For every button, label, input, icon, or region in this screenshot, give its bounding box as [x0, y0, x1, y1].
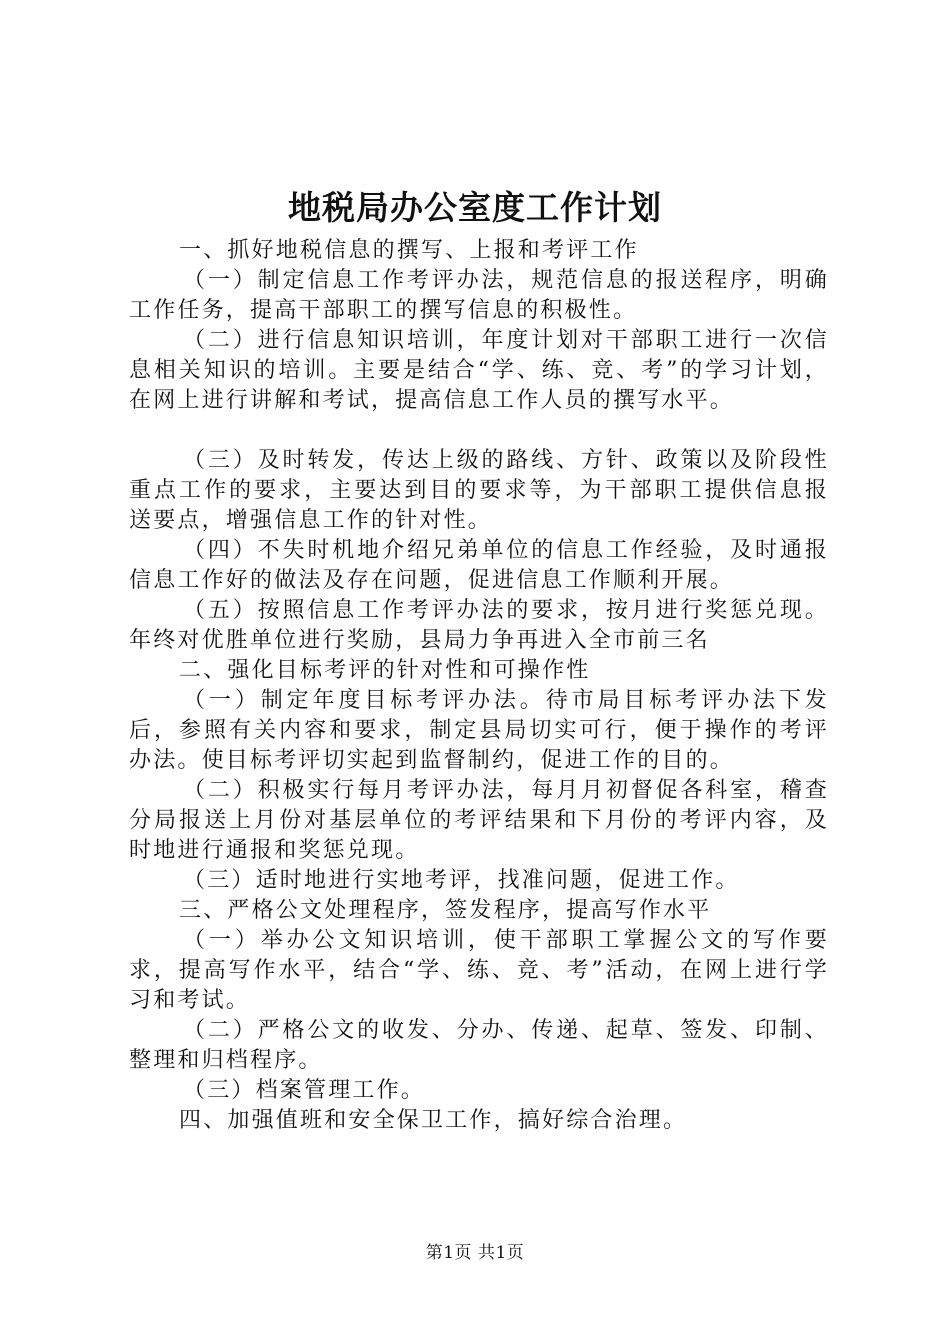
section-heading-1: 一、抓好地税信息的撰写、上报和考评工作	[179, 238, 639, 263]
paragraph-1-5: （五）按照信息工作考评办法的要求，按月进行奖惩兑现。年终对优胜单位进行奖励，县局力争再进入全市前三名	[129, 598, 829, 653]
page-number-footer: 第1页 共1页	[425, 1243, 525, 1263]
paragraph-3-1: （一）举办公文知识培训，使干部职工掌握公文的写作要求，提高写作水平，结合“学、练、竞、考”活动，在网上进行学习和考试。	[129, 928, 829, 1013]
section-heading-4: 四、加强值班和安全保卫工作，搞好综合治理。	[179, 1108, 688, 1133]
paragraph-2-2: （二）积极实行每月考评办法，每月月初督促各科室，稽查分局报送上月份对基层单位的考评结果和下月份的考评内容，及时地进行通报和奖惩兑现。	[129, 778, 829, 863]
paragraph-1-2: （二）进行信息知识培训，年度计划对干部职工进行一次信息相关知识的培训。主要是结合“学、练、竞、考”的学习计划，在网上进行讲解和考试，提高信息工作人员的撰写水平。	[129, 328, 829, 413]
paragraph-1-4: （四）不失时机地介绍兄弟单位的信息工作经验，及时通报信息工作好的做法及存在问题，促进信息工作顺利开展。	[129, 538, 829, 593]
paragraph-1-3: （三）及时转发，传达上级的路线、方针、政策以及阶段性重点工作的要求，主要达到目的要求等，为干部职工提供信息报送要点，增强信息工作的针对性。	[129, 448, 829, 533]
paragraph-1-1: （一）制定信息工作考评办法，规范信息的报送程序，明确工作任务，提高干部职工的撰写信息的积极性。	[129, 268, 829, 323]
paragraph-3-2: （二）严格公文的收发、分办、传递、起草、签发、印制、整理和归档程序。	[129, 1018, 829, 1073]
section-heading-2: 二、强化目标考评的针对性和可操作性	[179, 658, 591, 683]
paragraph-2-3: （三）适时地进行实地考评，找准问题，促进工作。	[183, 868, 740, 893]
paragraph-3-3: （三）档案管理工作。	[183, 1078, 426, 1103]
paragraph-spacer	[129, 416, 829, 446]
section-heading-3: 三、严格公文处理程序，签发程序，提高写作水平	[179, 898, 712, 923]
paragraph-2-1: （一）制定年度目标考评办法。待市局目标考评办法下发后，参照有关内容和要求，制定县局切实可行，便于操作的考评办法。使目标考评切实起到监督制约，促进工作的目的。	[129, 688, 829, 773]
document-title: 地税局办公室度工作计划	[288, 188, 662, 227]
document-body	[129, 236, 829, 1136]
